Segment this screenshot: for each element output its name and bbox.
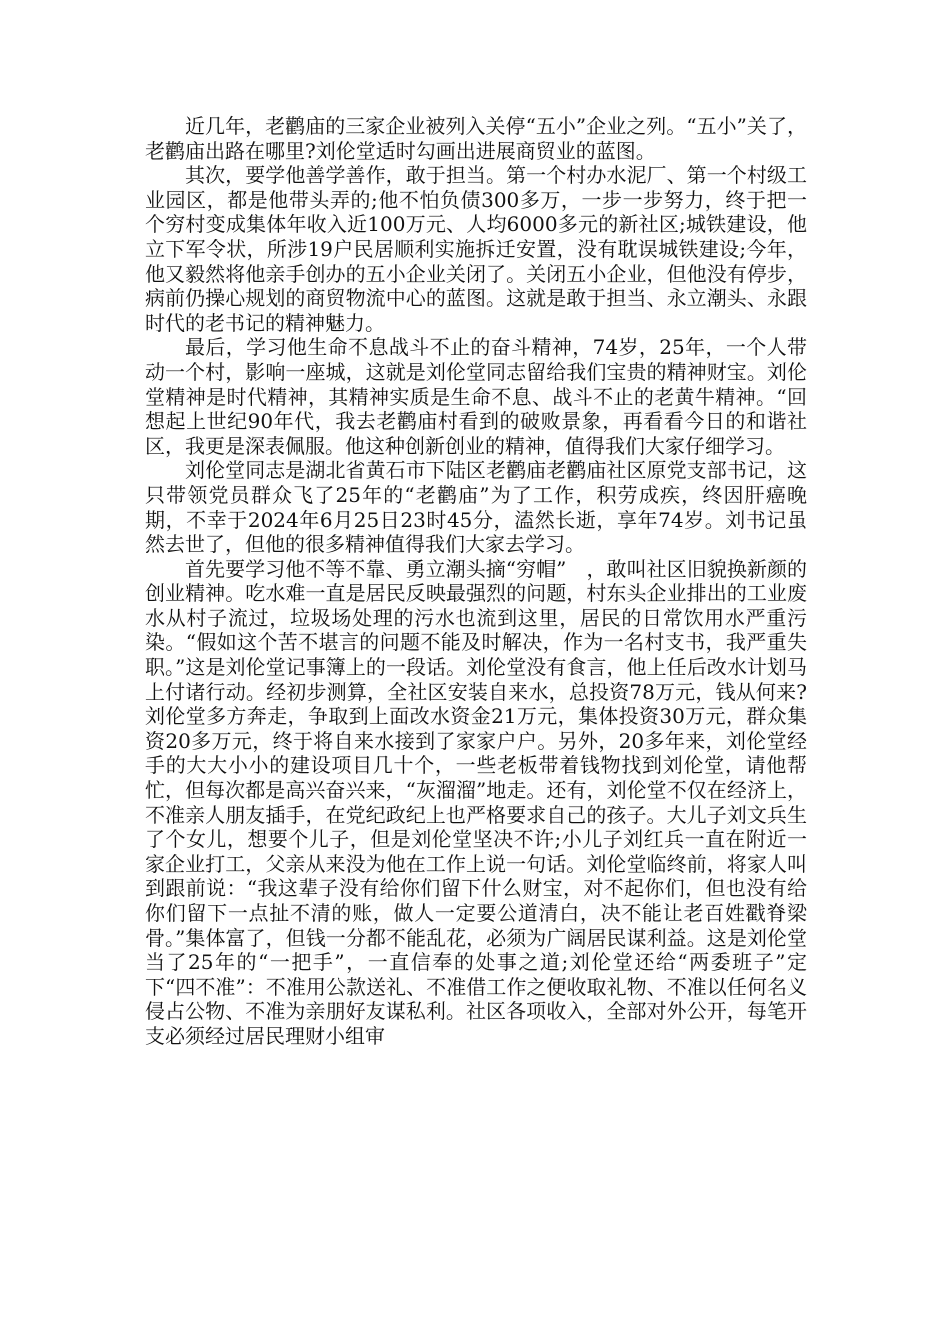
document-body <box>145 114 807 1049</box>
paragraph-5: 首先要学习他不等不靠、勇立潮头摘“穷帽” ，敢叫社区旧貌换新颜的创业精神。吃水难一直是居民反映最强烈的问题，村东头企业排出的工业废水从村子流过，垃圾场处理的污水也流到这里，居民的日常饮用水严重污染。“假如这个苦不堪言的问题不能及时解决，作为一名村支书，我严重失职。”这是刘伦堂记事簿上的一段话。刘伦堂没有食言，他上任后改水计划马上付诸行动。经初步测算，全社区安装自来水，总投资78万元，钱从何来?刘伦堂多方奔走，争取到上面改水资金21万元，集体投资30万元，群众集资20多万元，终于将自来水接到了家家户户。另外，20多年来，刘伦堂经手的大大小小的建设项目几十个，一些老板带着钱物找到刘伦堂，请他帮忙，但每次都是高兴奋兴来，“灰溜溜”地走。还有，刘伦堂不仅在经济上，不准亲人朋友插手，在党纪政纪上也严格要求自己的孩子。大儿子刘文兵生了个女儿，想要个儿子，但是刘伦堂坚决不许;小儿子刘红兵一直在附近一家企业打工，父亲从来没为他在工作上说一句话。刘伦堂临终前，将家人叫到跟前说：“我这辈子没有给你们留下什么财宝，对不起你们，但也没有给你们留下一点扯不清的账，做人一定要公道清白，决不能让老百姓戳脊梁骨。”集体富了，但钱一分都不能乱花，必须为广阔居民谋利益。这是刘伦堂当了25年的“一把手”，一直信奉的处事之道;刘伦堂还给“两委班子”定下“四不准”：不准用公款送礼、不准借工作之便收取礼物、不准以任何名义侵占公物、不准为亲朋好友谋私利。社区各项收入，全部对外公开，每笔开支必须经过居民理财小组审 <box>145 556 807 1048</box>
paragraph-3: 最后，学习他生命不息战斗不止的奋斗精神，74岁，25年，一个人带动一个村，影响一座城，这就是刘伦堂同志留给我们宝贵的精神财宝。刘伦堂精神是时代精神，其精神实质是生命不息、战斗不止的老黄牛精神。“回想起上世纪90年代，我去老鹳庙村看到的破败景象，再看看今日的和谐社区，我更是深表佩服。他这种创新创业的精神，值得我们大家仔细学习。 <box>145 335 807 458</box>
paragraph-1: 近几年，老鹳庙的三家企业被列入关停“五小”企业之列。“五小”关了，老鹳庙出路在哪里?刘伦堂适时勾画出进展商贸业的蓝图。 <box>145 114 807 163</box>
paragraph-2: 其次，要学他善学善作，敢于担当。第一个村办水泥厂、第一个村级工业园区，都是他带头弄的;他不怕负债300多万，一步一步努力，终于把一个穷村变成集体年收入近100万元、人均6000多元的新社区;城铁建设，他立下军令状，所涉19户民居顺利实施拆迁安置，没有耽误城铁建设;今年，他又毅然将他亲手创办的五小企业关闭了。关闭五小企业，但他没有停步，病前仍操心规划的商贸物流中心的蓝图。这就是敢于担当、永立潮头、永跟时代的老书记的精神魅力。 <box>145 163 807 335</box>
paragraph-4: 刘伦堂同志是湖北省黄石市下陆区老鹳庙老鹳庙社区原党支部书记，这只带领党员群众飞了25年的“老鹳庙”为了工作，积劳成疾，终因肝癌晚期，不幸于2024年6月25日23时45分，溘然长逝，享年74岁。刘书记虽然去世了，但他的很多精神值得我们大家去学习。 <box>145 458 807 557</box>
